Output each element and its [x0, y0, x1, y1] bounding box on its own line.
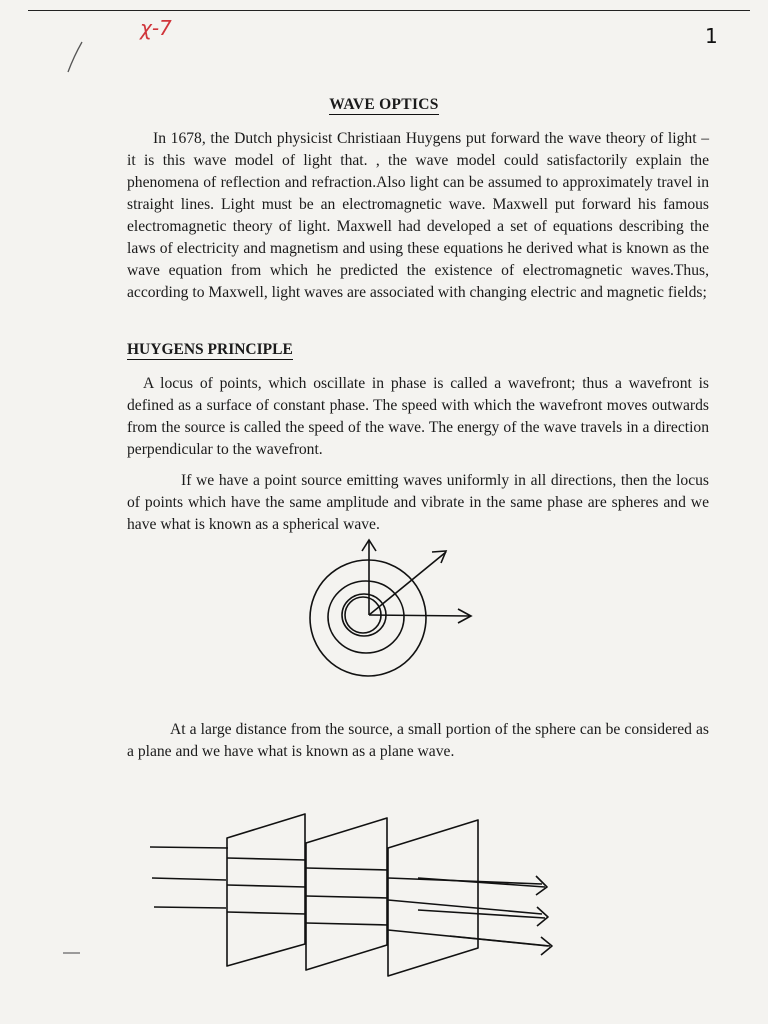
wavefront-paragraph: A locus of points, which oscillate in phase is called a wavefront; thus a wavefront is defined as a surface of constant phase. The speed with which the wavefront moves outwards from the source is called the speed of the wave. The energy of the wave travels in a direction perpendicular to the wavefront.	[127, 375, 709, 458]
page-number: 1	[705, 24, 718, 48]
wavefront-plane-2	[306, 818, 387, 970]
arrowhead-2	[537, 907, 548, 926]
spherical-wave-diagram	[300, 535, 500, 695]
wavefront-plane-1	[227, 814, 305, 966]
document-title	[0, 96, 768, 114]
intro-paragraph: In 1678, the Dutch physicist Christiaan Huygens put forward the wave theory of light – it is this wave model of light that. , the wave model could satisfactorily explain the phenomena of reflection and refraction.Also light can be assumed to approximately travel in straight lines. Light must be an electromagnetic wave. Maxwell put forward his famous electromagnetic theory of light. Maxwell had developed a set of equations describing the laws of electricity and magnetism and using these equations he derived what is known as the wave equation from which he predicted the existence of electromagnetic waves.Thus, according to Maxwell, light waves are associated with changing electric and magnetic fields;	[127, 130, 709, 301]
section-heading	[127, 341, 293, 359]
top-rule	[28, 10, 750, 11]
spherical-wave-paragraph: If we have a point source emitting waves uniformly in all directions, then the locus of points which have the same amplitude and vibrate in the same phase are spheres and we have what is known as a spherical wave.	[127, 472, 709, 533]
plane-wave-paragraph: At a large distance from the source, a small portion of the sphere can be considered as a plane and we have what is known as a plane wave.	[127, 721, 709, 760]
middle-wavefront-circle	[328, 581, 404, 653]
horizontal-ray	[369, 615, 470, 616]
handwritten-page-mark: χ-7	[140, 16, 172, 40]
margin-dash-mark	[62, 950, 82, 956]
wavefront-plane-3	[388, 820, 478, 976]
arrowhead-1	[536, 876, 547, 895]
document-title-text: WAVE OPTICS	[329, 96, 439, 113]
margin-pen-mark	[60, 38, 90, 78]
section-heading-text: HUYGENS PRINCIPLE	[127, 341, 293, 358]
plane-wave-diagram	[150, 800, 570, 980]
